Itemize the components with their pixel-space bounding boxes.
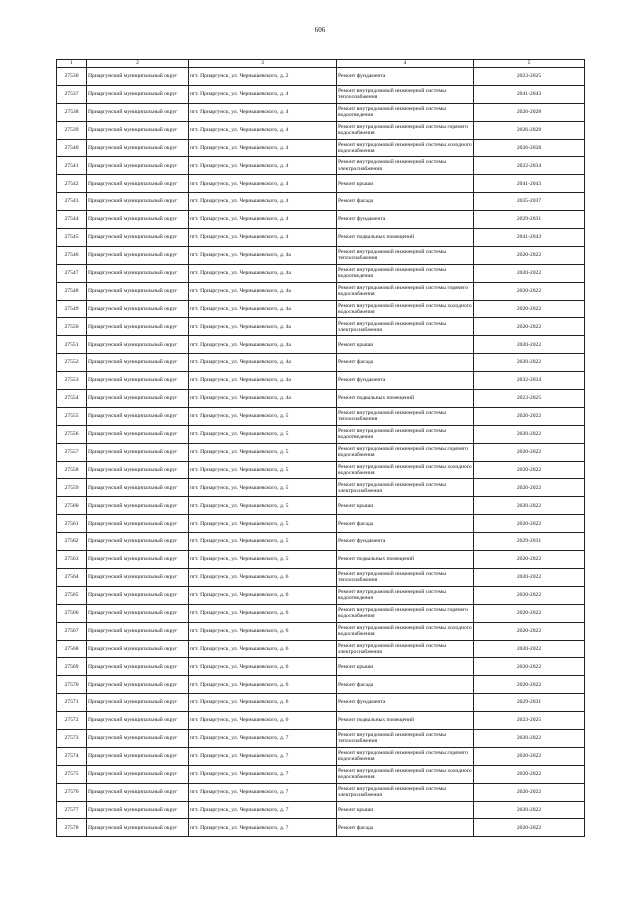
period-cell: 2020-2022: [474, 747, 585, 765]
address-cell: пгт. Приаргунск, ул. Чернышевского, д. 7: [189, 765, 337, 783]
row-number: 27539: [57, 121, 87, 139]
table-row: [57, 461, 585, 479]
row-number: 27541: [57, 157, 87, 175]
work-type-cell: Ремонт фасада: [337, 193, 474, 211]
row-number: 27549: [57, 300, 87, 318]
row-number: 27558: [57, 461, 87, 479]
row-number: 27545: [57, 229, 87, 247]
period-cell: 2032-2034: [474, 372, 585, 390]
row-number: 27543: [57, 193, 87, 211]
table-row: [57, 318, 585, 336]
municipality-cell: Приаргунский муниципальный округ: [87, 443, 189, 461]
address-cell: пгт. Приаргунск, ул. Чернышевского, д. 6: [189, 622, 337, 640]
period-cell: 2020-2022: [474, 515, 585, 533]
address-cell: пгт. Приаргунск, ул. Чернышевского, д. 4а: [189, 264, 337, 282]
table-row: [57, 497, 585, 515]
municipality-cell: Приаргунский муниципальный округ: [87, 712, 189, 730]
table-row: [57, 68, 585, 86]
municipality-cell: Приаргунский муниципальный округ: [87, 676, 189, 694]
work-type-cell: Ремонт внутридомовой инженерной системы водоотведения: [337, 103, 474, 121]
address-cell: пгт. Приаргунск, ул. Чернышевского, д. 6: [189, 586, 337, 604]
table-body: [57, 68, 585, 837]
work-type-cell: Ремонт крыши: [337, 497, 474, 515]
municipality-cell: Приаргунский муниципальный округ: [87, 390, 189, 408]
table-row: [57, 604, 585, 622]
municipality-cell: Приаргунский муниципальный округ: [87, 103, 189, 121]
table-row: [57, 765, 585, 783]
municipality-cell: Приаргунский муниципальный округ: [87, 175, 189, 193]
work-type-cell: Ремонт внутридомовой инженерной системы теплоснабжения: [337, 246, 474, 264]
repair-schedule-table: [56, 59, 585, 837]
work-type-cell: Ремонт внутридомовой инженерной системы водоотведения: [337, 586, 474, 604]
table-row: [57, 103, 585, 121]
municipality-cell: Приаргунский муниципальный округ: [87, 282, 189, 300]
work-type-cell: Ремонт внутридомовой инженерной системы электроснабжения: [337, 479, 474, 497]
row-number: 27559: [57, 479, 87, 497]
work-type-cell: Ремонт внутридомовой инженерной системы электроснабжения: [337, 783, 474, 801]
row-number: 27569: [57, 658, 87, 676]
municipality-cell: Приаргунский муниципальный округ: [87, 300, 189, 318]
table-row: [57, 139, 585, 157]
table-row: [57, 640, 585, 658]
address-cell: пгт. Приаргунск, ул. Чернышевского, д. 5: [189, 407, 337, 425]
table-row: [57, 658, 585, 676]
table-row: [57, 336, 585, 354]
address-cell: пгт. Приаргунск, ул. Чернышевского, д. 7: [189, 819, 337, 837]
header-col-4: 4: [337, 60, 474, 68]
row-number: 27544: [57, 211, 87, 229]
period-cell: 2020-2022: [474, 783, 585, 801]
address-cell: пгт. Приаргунск, ул. Чернышевского, д. 6: [189, 568, 337, 586]
work-type-cell: Ремонт внутридомовой инженерной системы водоотведения: [337, 264, 474, 282]
table-row: [57, 533, 585, 551]
municipality-cell: Приаргунский муниципальный округ: [87, 68, 189, 86]
period-cell: 2023-2025: [474, 68, 585, 86]
municipality-cell: Приаргунский муниципальный округ: [87, 783, 189, 801]
row-number: 27550: [57, 318, 87, 336]
table-row: [57, 729, 585, 747]
table-row: [57, 783, 585, 801]
table-row: [57, 354, 585, 372]
period-cell: 2026-2028: [474, 139, 585, 157]
period-cell: 2032-2034: [474, 157, 585, 175]
work-type-cell: Ремонт подвальных помещений: [337, 229, 474, 247]
table-header: [57, 60, 585, 68]
table-row: [57, 551, 585, 569]
table-row: [57, 712, 585, 730]
work-type-cell: Ремонт фундамента: [337, 68, 474, 86]
municipality-cell: Приаргунский муниципальный округ: [87, 622, 189, 640]
row-number: 27568: [57, 640, 87, 658]
table-row: [57, 694, 585, 712]
municipality-cell: Приаргунский муниципальный округ: [87, 801, 189, 819]
table-row: [57, 390, 585, 408]
municipality-cell: Приаргунский муниципальный округ: [87, 229, 189, 247]
work-type-cell: Ремонт внутридомовой инженерной системы холодного водоснабжения: [337, 461, 474, 479]
period-cell: 2029-2031: [474, 694, 585, 712]
work-type-cell: Ремонт крыши: [337, 175, 474, 193]
work-type-cell: Ремонт внутридомовой инженерной системы теплоснабжения: [337, 568, 474, 586]
work-type-cell: Ремонт внутридомовой инженерной системы теплоснабжения: [337, 729, 474, 747]
work-type-cell: Ремонт фундамента: [337, 211, 474, 229]
row-number: 27570: [57, 676, 87, 694]
municipality-cell: Приаргунский муниципальный округ: [87, 533, 189, 551]
table-row: [57, 211, 585, 229]
period-cell: 2020-2022: [474, 819, 585, 837]
municipality-cell: Приаргунский муниципальный округ: [87, 640, 189, 658]
page-number: 606: [314, 26, 326, 34]
row-number: 27561: [57, 515, 87, 533]
row-number: 27560: [57, 497, 87, 515]
municipality-cell: Приаргунский муниципальный округ: [87, 694, 189, 712]
address-cell: пгт. Приаргунск, ул. Чернышевского, д. 4: [189, 139, 337, 157]
row-number: 27557: [57, 443, 87, 461]
work-type-cell: Ремонт внутридомовой инженерной системы горячего водоснабжения: [337, 443, 474, 461]
table-row: [57, 282, 585, 300]
period-cell: 2020-2022: [474, 604, 585, 622]
period-cell: 2020-2022: [474, 246, 585, 264]
address-cell: пгт. Приаргунск, ул. Чернышевского, д. 4: [189, 211, 337, 229]
row-number: 27540: [57, 139, 87, 157]
row-number: 27538: [57, 103, 87, 121]
period-cell: 2026-2028: [474, 121, 585, 139]
row-number: 27542: [57, 175, 87, 193]
work-type-cell: Ремонт внутридомовой инженерной системы электроснабжения: [337, 157, 474, 175]
period-cell: 2020-2022: [474, 479, 585, 497]
address-cell: пгт. Приаргунск, ул. Чернышевского, д. 4: [189, 229, 337, 247]
period-cell: 2020-2022: [474, 318, 585, 336]
header-col-5: 5: [474, 60, 585, 68]
row-number: 27555: [57, 407, 87, 425]
municipality-cell: Приаргунский муниципальный округ: [87, 85, 189, 103]
municipality-cell: Приаргунский муниципальный округ: [87, 497, 189, 515]
table-row: [57, 479, 585, 497]
work-type-cell: Ремонт внутридомовой инженерной системы электроснабжения: [337, 640, 474, 658]
address-cell: пгт. Приаргунск, ул. Чернышевского, д. 4: [189, 175, 337, 193]
table-row: [57, 85, 585, 103]
table-row: [57, 819, 585, 837]
row-number: 27576: [57, 783, 87, 801]
row-number: 27547: [57, 264, 87, 282]
address-cell: пгт. Приаргунск, ул. Чернышевского, д. 4а: [189, 300, 337, 318]
table-row: [57, 622, 585, 640]
period-cell: 2041-2043: [474, 85, 585, 103]
row-number: 27564: [57, 568, 87, 586]
address-cell: пгт. Приаргунск, ул. Чернышевского, д. 5: [189, 479, 337, 497]
municipality-cell: Приаргунский муниципальный округ: [87, 515, 189, 533]
row-number: 27571: [57, 694, 87, 712]
address-cell: пгт. Приаргунск, ул. Чернышевского, д. 4: [189, 157, 337, 175]
table-row: [57, 300, 585, 318]
row-number: 27566: [57, 604, 87, 622]
period-cell: 2029-2031: [474, 533, 585, 551]
period-cell: 2023-2025: [474, 390, 585, 408]
address-cell: пгт. Приаргунск, ул. Чернышевского, д. 5: [189, 533, 337, 551]
address-cell: пгт. Приаргунск, ул. Чернышевского, д. 5: [189, 515, 337, 533]
table-row: [57, 801, 585, 819]
municipality-cell: Приаргунский муниципальный округ: [87, 318, 189, 336]
work-type-cell: Ремонт фасада: [337, 676, 474, 694]
work-type-cell: Ремонт внутридомовой инженерной системы холодного водоснабжения: [337, 765, 474, 783]
header-col-1: 1: [57, 60, 87, 68]
row-number: 27573: [57, 729, 87, 747]
period-cell: 2020-2022: [474, 336, 585, 354]
address-cell: пгт. Приаргунск, ул. Чернышевского, д. 6: [189, 712, 337, 730]
work-type-cell: Ремонт внутридомовой инженерной системы горячего водоснабжения: [337, 747, 474, 765]
municipality-cell: Приаргунский муниципальный округ: [87, 747, 189, 765]
work-type-cell: Ремонт внутридомовой инженерной системы горячего водоснабжения: [337, 282, 474, 300]
address-cell: пгт. Приаргунск, ул. Чернышевского, д. 4а: [189, 372, 337, 390]
address-cell: пгт. Приаргунск, ул. Чернышевского, д. 4а: [189, 318, 337, 336]
table-row: [57, 121, 585, 139]
municipality-cell: Приаргунский муниципальный округ: [87, 407, 189, 425]
address-cell: пгт. Приаргунск, ул. Чернышевского, д. 5: [189, 551, 337, 569]
work-type-cell: Ремонт подвальных помещений: [337, 390, 474, 408]
municipality-cell: Приаргунский муниципальный округ: [87, 157, 189, 175]
address-cell: пгт. Приаргунск, ул. Чернышевского, д. 4а: [189, 282, 337, 300]
municipality-cell: Приаргунский муниципальный округ: [87, 121, 189, 139]
row-number: 27551: [57, 336, 87, 354]
work-type-cell: Ремонт внутридомовой инженерной системы горячего водоснабжения: [337, 604, 474, 622]
row-number: 27575: [57, 765, 87, 783]
period-cell: 2041-2043: [474, 175, 585, 193]
header-col-3: 3: [189, 60, 337, 68]
work-type-cell: Ремонт фундамента: [337, 372, 474, 390]
work-type-cell: Ремонт фундамента: [337, 533, 474, 551]
row-number: 27546: [57, 246, 87, 264]
work-type-cell: Ремонт внутридомовой инженерной системы холодного водоснабжения: [337, 622, 474, 640]
period-cell: 2020-2022: [474, 425, 585, 443]
municipality-cell: Приаргунский муниципальный округ: [87, 425, 189, 443]
table-row: [57, 264, 585, 282]
period-cell: 2020-2022: [474, 282, 585, 300]
period-cell: 2026-2028: [474, 103, 585, 121]
municipality-cell: Приаргунский муниципальный округ: [87, 479, 189, 497]
period-cell: 2035-2037: [474, 193, 585, 211]
row-number: 27552: [57, 354, 87, 372]
row-number: 27536: [57, 68, 87, 86]
municipality-cell: Приаргунский муниципальный округ: [87, 729, 189, 747]
table-row: [57, 443, 585, 461]
address-cell: пгт. Приаргунск, ул. Чернышевского, д. 4: [189, 121, 337, 139]
address-cell: пгт. Приаргунск, ул. Чернышевского, д. 4а: [189, 246, 337, 264]
period-cell: 2020-2022: [474, 640, 585, 658]
address-cell: пгт. Приаргунск, ул. Чернышевского, д. 6: [189, 640, 337, 658]
municipality-cell: Приаргунский муниципальный округ: [87, 765, 189, 783]
period-cell: 2020-2022: [474, 586, 585, 604]
address-cell: пгт. Приаргунск, ул. Чернышевского, д. 7: [189, 747, 337, 765]
row-number: 27577: [57, 801, 87, 819]
municipality-cell: Приаргунский муниципальный округ: [87, 354, 189, 372]
period-cell: 2020-2022: [474, 354, 585, 372]
table-row: [57, 676, 585, 694]
address-cell: пгт. Приаргунск, ул. Чернышевского, д. 5: [189, 425, 337, 443]
municipality-cell: Приаргунский муниципальный округ: [87, 211, 189, 229]
address-cell: пгт. Приаргунск, ул. Чернышевского, д. 7: [189, 801, 337, 819]
table-row: [57, 193, 585, 211]
period-cell: 2020-2022: [474, 407, 585, 425]
table-row: [57, 175, 585, 193]
address-cell: пгт. Приаргунск, ул. Чернышевского, д. 4а: [189, 336, 337, 354]
municipality-cell: Приаргунский муниципальный округ: [87, 568, 189, 586]
work-type-cell: Ремонт фасада: [337, 354, 474, 372]
municipality-cell: Приаргунский муниципальный округ: [87, 264, 189, 282]
address-cell: пгт. Приаргунск, ул. Чернышевского, д. 7: [189, 783, 337, 801]
period-cell: 2020-2022: [474, 443, 585, 461]
address-cell: пгт. Приаргунск, ул. Чернышевского, д. 5: [189, 497, 337, 515]
period-cell: 2020-2022: [474, 264, 585, 282]
row-number: 27567: [57, 622, 87, 640]
work-type-cell: Ремонт подвальных помещений: [337, 712, 474, 730]
work-type-cell: Ремонт фасада: [337, 819, 474, 837]
address-cell: пгт. Приаргунск, ул. Чернышевского, д. 4: [189, 193, 337, 211]
period-cell: 2020-2022: [474, 676, 585, 694]
work-type-cell: Ремонт внутридомовой инженерной системы электроснабжения: [337, 318, 474, 336]
municipality-cell: Приаргунский муниципальный округ: [87, 139, 189, 157]
work-type-cell: Ремонт крыши: [337, 801, 474, 819]
table-row: [57, 246, 585, 264]
period-cell: 2041-2043: [474, 229, 585, 247]
municipality-cell: Приаргунский муниципальный округ: [87, 193, 189, 211]
work-type-cell: Ремонт крыши: [337, 658, 474, 676]
municipality-cell: Приаргунский муниципальный округ: [87, 246, 189, 264]
address-cell: пгт. Приаргунск, ул. Чернышевского, д. 6: [189, 676, 337, 694]
period-cell: 2020-2022: [474, 497, 585, 515]
period-cell: 2020-2022: [474, 658, 585, 676]
municipality-cell: Приаргунский муниципальный округ: [87, 658, 189, 676]
municipality-cell: Приаргунский муниципальный округ: [87, 372, 189, 390]
period-cell: 2020-2022: [474, 461, 585, 479]
header-col-2: 2: [87, 60, 189, 68]
period-cell: 2029-2031: [474, 211, 585, 229]
row-number: 27578: [57, 819, 87, 837]
address-cell: пгт. Приаргунск, ул. Чернышевского, д. 6: [189, 604, 337, 622]
work-type-cell: Ремонт внутридомовой инженерной системы холодного водоснабжения: [337, 300, 474, 318]
table-row: [57, 425, 585, 443]
table-row: [57, 747, 585, 765]
address-cell: пгт. Приаргунск, ул. Чернышевского, д. 4: [189, 103, 337, 121]
period-cell: 2020-2022: [474, 568, 585, 586]
address-cell: пгт. Приаргунск, ул. Чернышевского, д. 2: [189, 68, 337, 86]
address-cell: пгт. Приаргунск, ул. Чернышевского, д. 6: [189, 658, 337, 676]
row-number: 27554: [57, 390, 87, 408]
row-number: 27565: [57, 586, 87, 604]
table-row: [57, 515, 585, 533]
address-cell: пгт. Приаргунск, ул. Чернышевского, д. 5: [189, 461, 337, 479]
row-number: 27553: [57, 372, 87, 390]
row-number: 27563: [57, 551, 87, 569]
row-number: 27574: [57, 747, 87, 765]
address-cell: пгт. Приаргунск, ул. Чернышевского, д. 4а: [189, 390, 337, 408]
table-row: [57, 586, 585, 604]
work-type-cell: Ремонт подвальных помещений: [337, 551, 474, 569]
row-number: 27537: [57, 85, 87, 103]
work-type-cell: Ремонт внутридомовой инженерной системы холодного водоснабжения: [337, 139, 474, 157]
period-cell: 2020-2022: [474, 622, 585, 640]
row-number: 27548: [57, 282, 87, 300]
period-cell: 2020-2022: [474, 300, 585, 318]
table-row: [57, 407, 585, 425]
work-type-cell: Ремонт внутридомовой инженерной системы горячего водоснабжения: [337, 121, 474, 139]
municipality-cell: Приаргунский муниципальный округ: [87, 586, 189, 604]
address-cell: пгт. Приаргунск, ул. Чернышевского, д. 7: [189, 729, 337, 747]
work-type-cell: Ремонт внутридомовой инженерной системы водоотведения: [337, 425, 474, 443]
address-cell: пгт. Приаргунск, ул. Чернышевского, д. 4: [189, 85, 337, 103]
period-cell: 2020-2022: [474, 729, 585, 747]
table-row: [57, 229, 585, 247]
period-cell: 2023-2025: [474, 712, 585, 730]
period-cell: 2020-2022: [474, 551, 585, 569]
row-number: 27562: [57, 533, 87, 551]
municipality-cell: Приаргунский муниципальный округ: [87, 336, 189, 354]
address-cell: пгт. Приаргунск, ул. Чернышевского, д. 4а: [189, 354, 337, 372]
address-cell: пгт. Приаргунск, ул. Чернышевского, д. 6: [189, 694, 337, 712]
table-row: [57, 157, 585, 175]
work-type-cell: Ремонт фундамента: [337, 694, 474, 712]
row-number: 27556: [57, 425, 87, 443]
municipality-cell: Приаргунский муниципальный округ: [87, 461, 189, 479]
period-cell: 2020-2022: [474, 765, 585, 783]
period-cell: 2020-2022: [474, 801, 585, 819]
municipality-cell: Приаргунский муниципальный округ: [87, 551, 189, 569]
municipality-cell: Приаргунский муниципальный округ: [87, 604, 189, 622]
table-row: [57, 568, 585, 586]
work-type-cell: Ремонт внутридомовой инженерной системы теплоснабжения: [337, 85, 474, 103]
row-number: 27572: [57, 712, 87, 730]
work-type-cell: Ремонт крыши: [337, 336, 474, 354]
work-type-cell: Ремонт внутридомовой инженерной системы теплоснабжения: [337, 407, 474, 425]
work-type-cell: Ремонт фасада: [337, 515, 474, 533]
table-row: [57, 372, 585, 390]
municipality-cell: Приаргунский муниципальный округ: [87, 819, 189, 837]
address-cell: пгт. Приаргунск, ул. Чернышевского, д. 5: [189, 443, 337, 461]
